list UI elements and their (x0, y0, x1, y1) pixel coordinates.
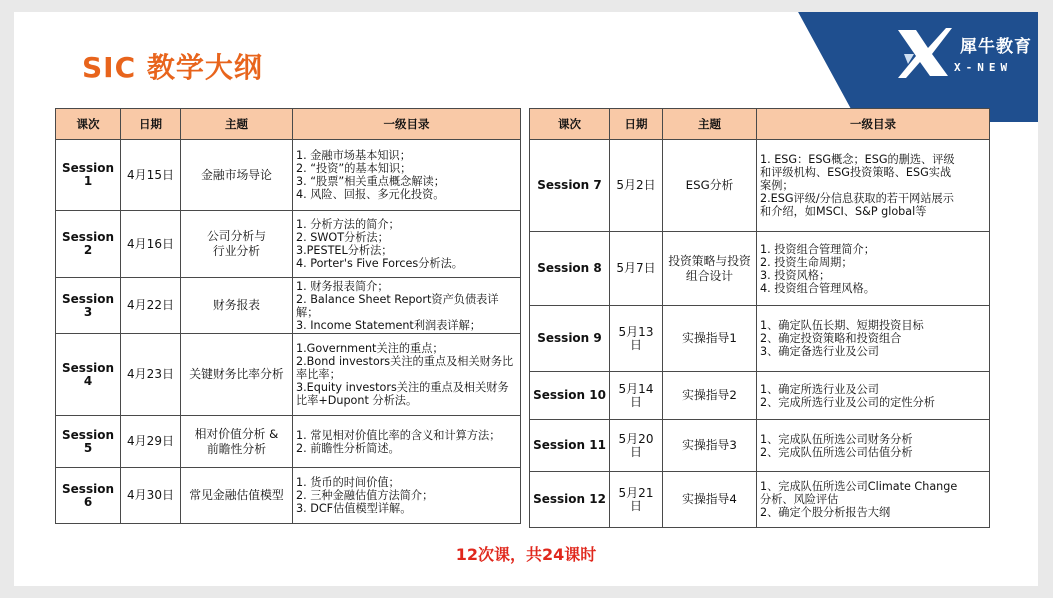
date-cell: 4月30日 (121, 468, 181, 524)
table-row (530, 306, 990, 372)
content-line: 1. 投资组合管理简介； (760, 242, 875, 256)
header-topic: 主题 (181, 109, 293, 140)
contents-cell (757, 140, 990, 232)
content-line: 1. ESG：ESG概念；ESG的删选、评级 (760, 153, 955, 166)
topic-cell (181, 416, 293, 468)
date-cell: 5月7日 (610, 232, 663, 306)
session-cell: Session 11 (530, 420, 610, 472)
logo-sub-text: X-NEW (954, 61, 1013, 74)
content-line: 4. Porter's Five Forces分析法。 (296, 257, 463, 270)
content-line: 4. 投资组合管理风格。 (760, 281, 875, 295)
content-line: 1、确定队伍长期、短期投资目标 (760, 319, 924, 332)
topic-line: 实操指导2 (682, 388, 737, 402)
content-line: 分析、风险评估 (760, 493, 839, 506)
content-line: 3、确定备选行业及公司 (760, 345, 879, 358)
table-row (56, 468, 521, 524)
session-cell: Session 10 (530, 372, 610, 420)
content-line: 2、完成所选行业及公司的定性分析 (760, 395, 935, 409)
content-line: 2、确定投资策略和投资组合 (760, 332, 902, 345)
right-syllabus-table (529, 108, 990, 528)
content-line: 案例； (760, 179, 794, 192)
content-line: 1.Government关注的重点； (296, 342, 444, 355)
table-row (56, 211, 521, 278)
content-line: 2. “投资”的基本知识； (296, 162, 412, 175)
contents-cell (293, 468, 521, 524)
table-row (530, 372, 990, 420)
session-cell: Session 12 (530, 472, 610, 528)
topic-cell (181, 334, 293, 416)
date-cell: 4月22日 (121, 278, 181, 334)
topic-cell (663, 306, 757, 372)
topic-line: ESG分析 (685, 178, 734, 192)
contents-cell (757, 306, 990, 372)
topic-line: 财务报表 (212, 298, 261, 312)
table-row (56, 278, 521, 334)
session-cell: Session 3 (56, 278, 121, 334)
topic-line: 实操指导3 (682, 438, 737, 452)
topic-cell (181, 278, 293, 334)
logo-brand-text: 犀牛教育 (960, 37, 1032, 57)
date-cell: 4月29日 (121, 416, 181, 468)
content-line: 2.Bond investors关注的重点及相关财务比 (296, 355, 514, 368)
content-line: 1、确定所选行业及公司 (760, 382, 879, 396)
header-date: 日期 (121, 109, 181, 140)
session-cell: Session 6 (56, 468, 121, 524)
left-syllabus-table (55, 108, 521, 524)
table-header-row (530, 109, 990, 140)
content-line: 2. 三种金融估值方法简介； (296, 489, 434, 502)
contents-cell (757, 372, 990, 420)
content-line: 2. Balance Sheet Report资产负债表详解； (296, 292, 499, 319)
contents-cell (757, 232, 990, 306)
table-row (530, 420, 990, 472)
content-line: 3. 投资风格； (760, 268, 831, 282)
table-row (530, 472, 990, 528)
topic-line: 前瞻性分析 (207, 441, 266, 456)
session-cell: Session 9 (530, 306, 610, 372)
topic-line: 行业分析 (212, 244, 261, 258)
header-contents: 一级目录 (757, 109, 990, 140)
content-line: 1、完成队伍所选公司Climate Change (760, 480, 958, 493)
content-line: 2、确定个股分析报告大纲 (760, 506, 891, 519)
topic-line: 实操指导1 (682, 331, 737, 345)
session-cell: Session 1 (56, 140, 121, 211)
session-cell: Session 8 (530, 232, 610, 306)
date-cell: 5月20日 (610, 420, 663, 472)
header-topic: 主题 (663, 109, 757, 140)
date-cell: 4月23日 (121, 334, 181, 416)
contents-cell (293, 416, 521, 468)
content-line: 2. 投资生命周期； (760, 255, 853, 269)
topic-line: 投资策略与投资 (668, 253, 751, 268)
session-cell: Session 5 (56, 416, 121, 468)
content-line: 3. DCF估值模型详解。 (296, 502, 412, 515)
content-line: 3. Income Statement利润表详解； (296, 318, 481, 332)
topic-line: 相对价值分析 & (194, 426, 279, 441)
date-cell: 4月15日 (121, 140, 181, 211)
table-row (56, 140, 521, 211)
content-line: 2. SWOT分析法； (296, 231, 389, 244)
content-line: 率比率； (296, 368, 341, 381)
topic-cell (663, 420, 757, 472)
session-cell: Session 7 (530, 140, 610, 232)
topic-line: 常见金融估值模型 (189, 488, 284, 502)
contents-cell (293, 211, 521, 278)
date-cell: 5月14日 (610, 372, 663, 420)
x-logo-icon (894, 24, 954, 80)
content-line: 3. “股票”相关重点概念解读； (296, 175, 445, 188)
session-cell: Session 4 (56, 334, 121, 416)
contents-cell (293, 334, 521, 416)
topic-cell (181, 211, 293, 278)
content-line: 1. 货币的时间价值； (296, 476, 400, 489)
topic-cell (181, 468, 293, 524)
header-contents: 一级目录 (293, 109, 521, 140)
topic-cell (181, 140, 293, 211)
contents-cell (757, 420, 990, 472)
contents-cell (293, 140, 521, 211)
date-cell: 5月13日 (610, 306, 663, 372)
content-line: 1. 常见相对价值比率的含义和计算方法； (296, 428, 501, 442)
content-line: 比率+Dupont 分析法。 (296, 394, 418, 407)
header-session: 课次 (530, 109, 610, 140)
content-line: 3.Equity investors关注的重点及相关财务 (296, 381, 509, 394)
session-cell: Session 2 (56, 211, 121, 278)
topic-line: 金融市场导论 (201, 167, 272, 182)
table-row (530, 232, 990, 306)
header-session: 课次 (56, 109, 121, 140)
contents-cell (757, 472, 990, 528)
slide (14, 12, 1038, 586)
header-date: 日期 (610, 109, 663, 140)
content-line: 和介绍，如MSCI、S&P global等 (760, 205, 927, 218)
content-line: 1. 金融市场基本知识； (296, 149, 411, 162)
content-line: 2.ESG评级/分信息获取的若干网站展示 (760, 192, 954, 205)
date-cell: 4月16日 (121, 211, 181, 278)
content-line: 1. 财务报表简介； (296, 279, 389, 293)
topic-cell (663, 372, 757, 420)
topic-line: 实操指导4 (682, 492, 737, 506)
content-line: 4. 风险、回报、多元化投资。 (296, 188, 445, 201)
date-cell: 5月2日 (610, 140, 663, 232)
topic-line: 关键财务比率分析 (189, 367, 284, 381)
content-line: 和评级机构、ESG投资策略、ESG实战 (760, 166, 952, 179)
date-cell: 5月21日 (610, 472, 663, 528)
table-row (530, 140, 990, 232)
topic-line: 组合设计 (685, 268, 734, 283)
topic-cell (663, 140, 757, 232)
table-header-row (56, 109, 521, 140)
content-line: 2、完成队伍所选公司估值分析 (760, 445, 913, 459)
content-line: 1、完成队伍所选公司财务分析 (760, 432, 913, 446)
topic-cell (663, 232, 757, 306)
content-line: 1. 分析方法的简介； (296, 218, 400, 231)
table-row (56, 334, 521, 416)
page-title: SIC 教学大纲 (82, 51, 263, 84)
footer-summary: 12次课，共24课时 (455, 545, 597, 564)
brand-logo (894, 24, 1038, 84)
content-line: 2. 前瞻性分析简述。 (296, 441, 400, 455)
content-line: 3.PESTEL分析法； (296, 244, 393, 257)
table-row (56, 416, 521, 468)
topic-line: 公司分析与 (207, 229, 266, 243)
contents-cell (293, 278, 521, 334)
topic-cell (663, 472, 757, 528)
